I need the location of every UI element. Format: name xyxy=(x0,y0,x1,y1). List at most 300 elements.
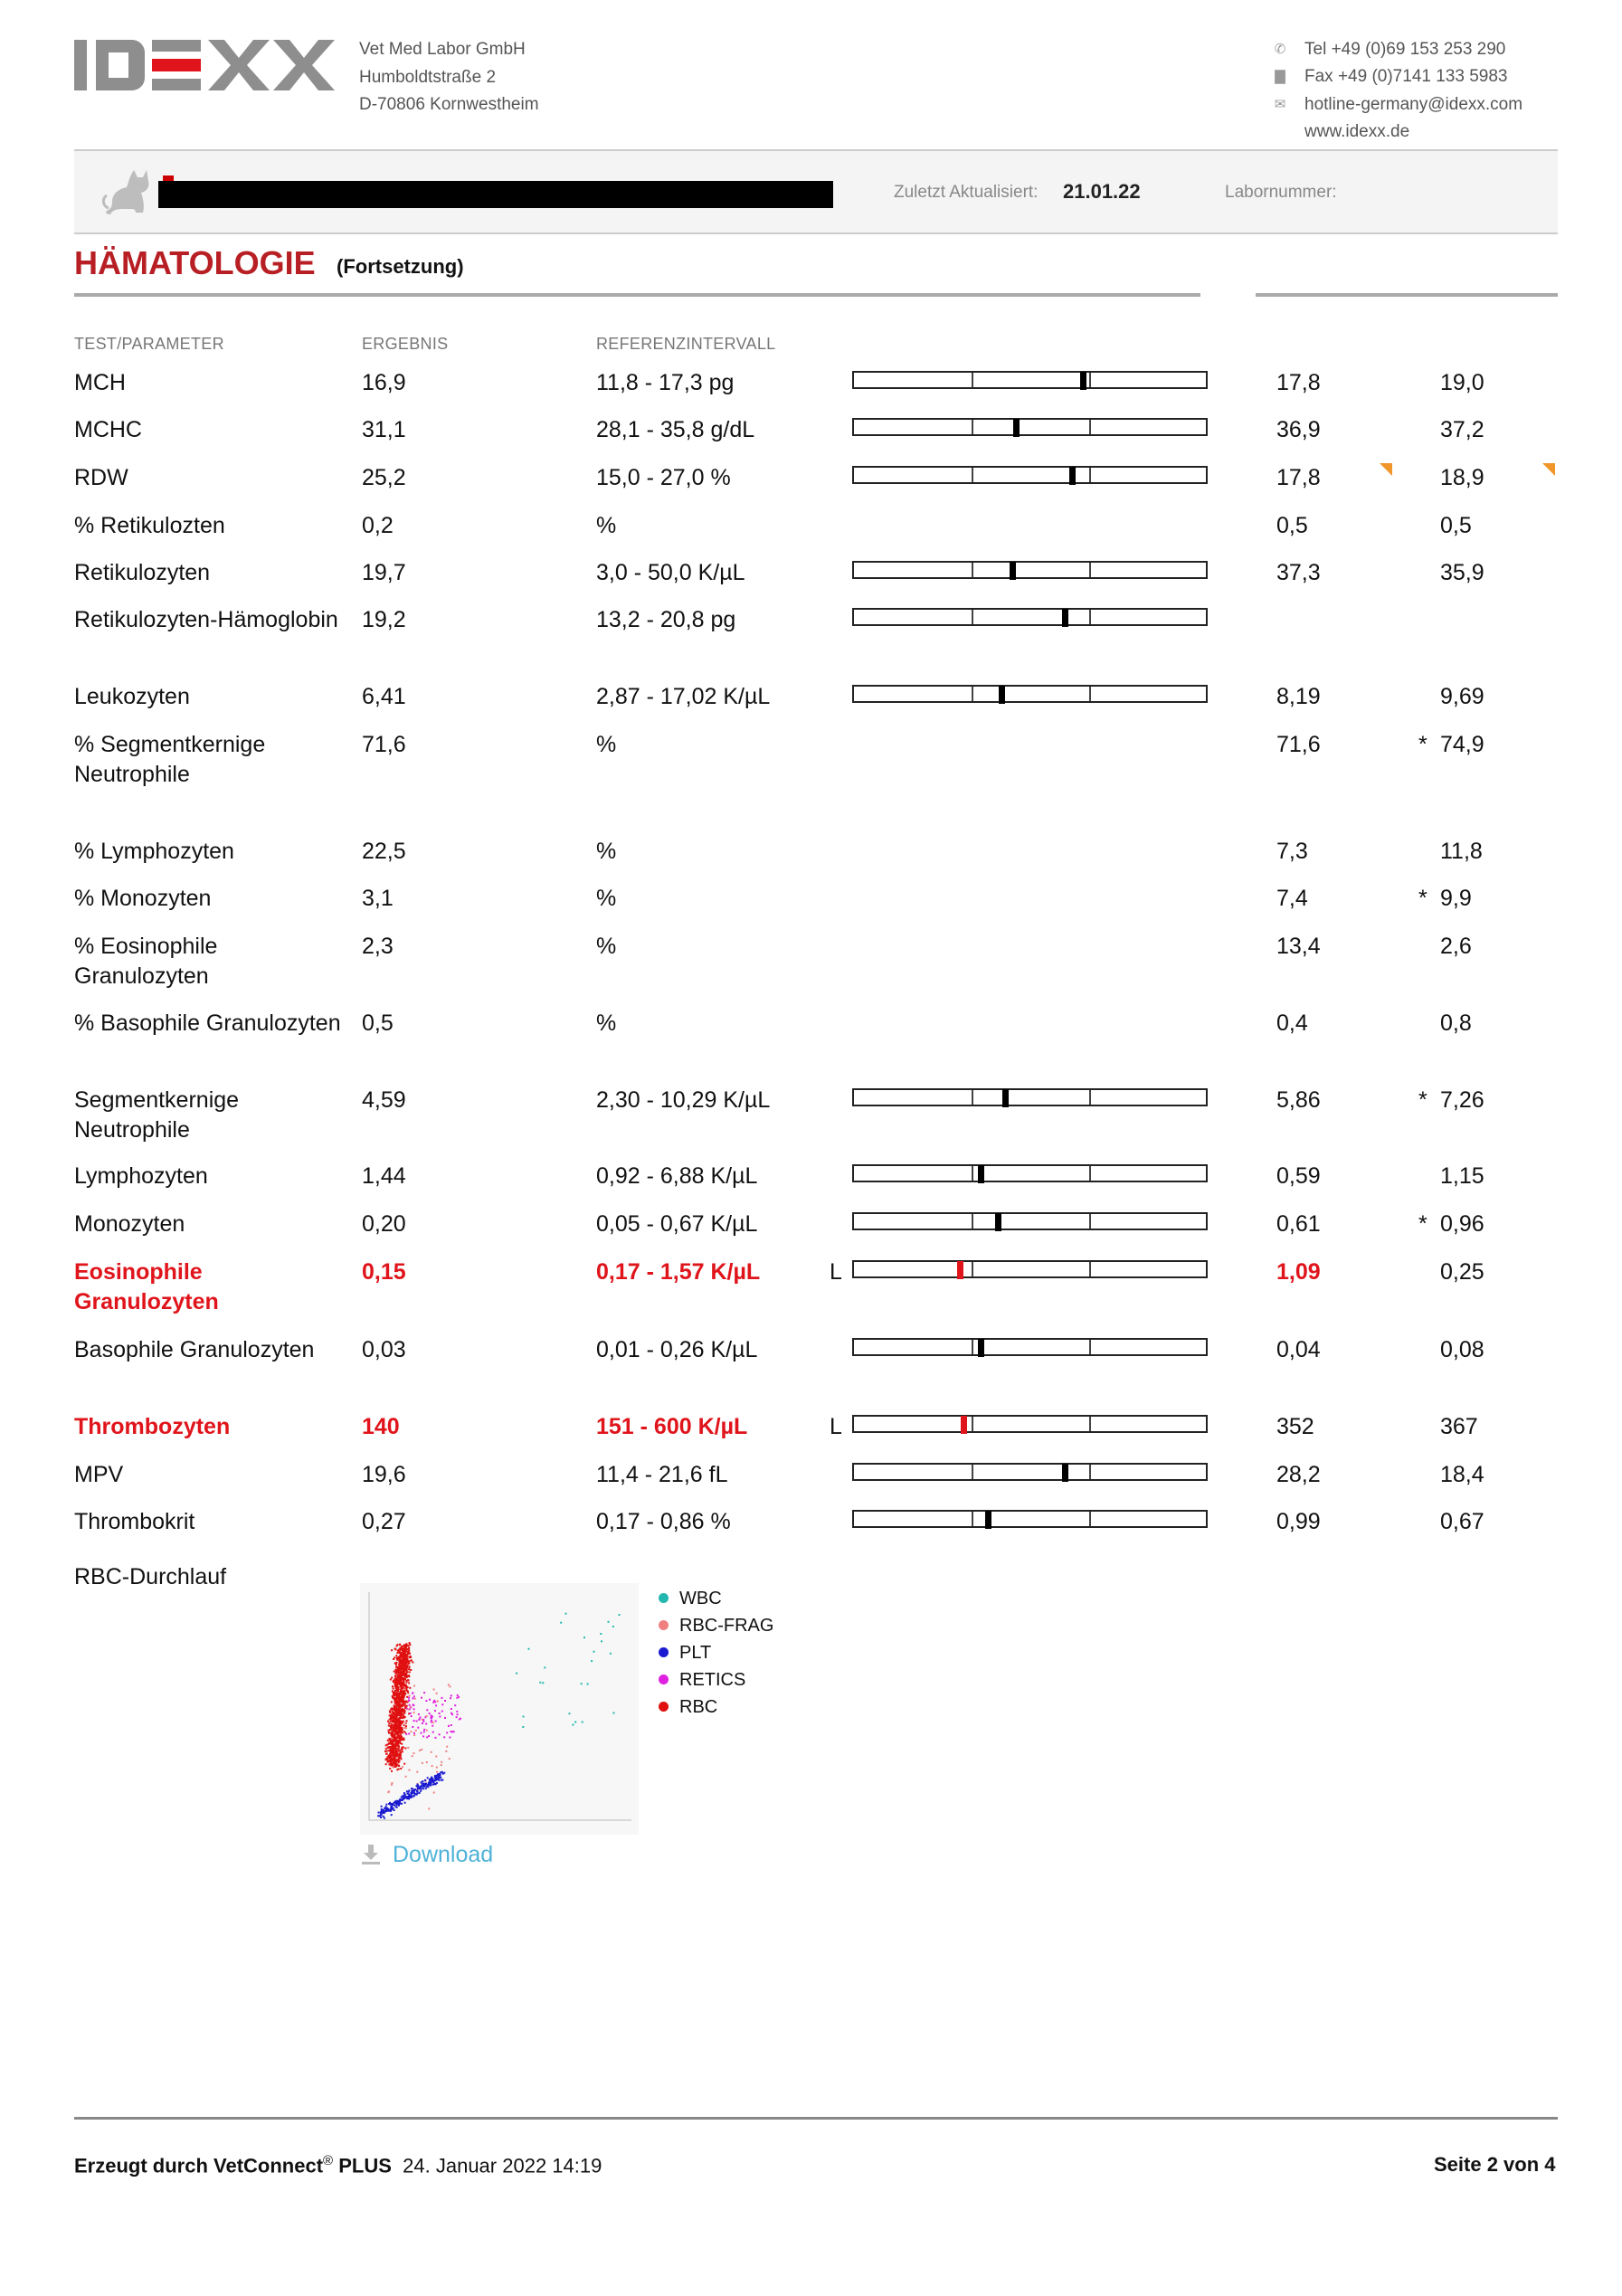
rbc-point xyxy=(394,1695,395,1697)
rbc-frag-point xyxy=(395,1735,397,1737)
plt-point xyxy=(405,1796,407,1798)
rbc-point xyxy=(401,1646,403,1647)
param-reference: % xyxy=(596,934,617,959)
plt-point xyxy=(435,1779,437,1780)
rbc-point xyxy=(401,1682,403,1684)
range-tick-high xyxy=(1089,1417,1091,1431)
result-marker xyxy=(978,1339,984,1357)
rbc-point xyxy=(396,1694,398,1696)
range-tick-high xyxy=(1089,468,1091,482)
section-rule-left xyxy=(74,293,1200,297)
rbc-frag-point xyxy=(413,1734,415,1736)
range-tick-high xyxy=(1089,1262,1091,1276)
retics-point xyxy=(451,1724,452,1726)
download-icon[interactable] xyxy=(360,1844,382,1865)
plt-point xyxy=(377,1815,379,1817)
plt-point xyxy=(434,1775,436,1777)
plt-point xyxy=(416,1792,418,1794)
rbc-frag-point xyxy=(409,1695,411,1697)
retics-point xyxy=(457,1713,459,1715)
rbc-frag-point xyxy=(405,1722,407,1723)
param-reference: 2,87 - 17,02 K/µL xyxy=(596,684,771,709)
legend-dot-icon xyxy=(659,1647,669,1657)
result-marker xyxy=(1013,419,1020,437)
retics-point xyxy=(417,1727,419,1729)
param-result: 19,7 xyxy=(362,560,406,585)
rbc-point xyxy=(391,1729,393,1731)
retics-point xyxy=(408,1733,410,1735)
plt-point xyxy=(414,1793,416,1795)
result-marker xyxy=(1062,609,1068,627)
rbc-point xyxy=(392,1711,394,1713)
retics-point xyxy=(422,1721,424,1722)
rbc-point xyxy=(401,1747,403,1749)
plt-point xyxy=(379,1816,381,1817)
rbc-point xyxy=(398,1672,400,1674)
rbc-point xyxy=(400,1691,402,1693)
param-result: 1,44 xyxy=(362,1163,406,1189)
rbc-point xyxy=(396,1713,398,1714)
result-marker xyxy=(1062,1464,1068,1482)
param-result: 19,2 xyxy=(362,607,406,632)
param-reference: 151 - 600 K/µL xyxy=(596,1414,748,1439)
wbc-point xyxy=(522,1726,524,1728)
rbc-point xyxy=(399,1718,401,1720)
rbc-point xyxy=(396,1731,398,1732)
param-reference: 28,1 - 35,8 g/dL xyxy=(596,417,755,442)
retics-point xyxy=(413,1720,415,1722)
range-tick-high xyxy=(1089,563,1091,577)
plt-point xyxy=(420,1790,422,1792)
retics-point xyxy=(409,1704,411,1706)
lab-number-label: Labornummer: xyxy=(1225,183,1337,202)
rbc-point xyxy=(396,1652,398,1654)
rbc-point xyxy=(394,1759,396,1760)
range-tick-low xyxy=(972,610,973,624)
param-reference: 11,8 - 17,3 pg xyxy=(596,370,735,395)
rbc-point xyxy=(403,1687,404,1689)
rbc-frag-point xyxy=(435,1756,437,1758)
plt-point xyxy=(399,1801,401,1803)
rbc-point xyxy=(390,1749,392,1750)
download-link[interactable]: Download xyxy=(393,1842,494,1867)
retics-point xyxy=(429,1699,431,1701)
plt-point xyxy=(422,1788,424,1789)
rbc-point xyxy=(394,1760,396,1762)
plt-point xyxy=(429,1781,431,1783)
rbc-point xyxy=(398,1725,400,1727)
retics-point xyxy=(425,1700,427,1702)
rbc-point xyxy=(405,1659,407,1661)
contact-block xyxy=(1270,36,1560,149)
rbc-point xyxy=(401,1736,403,1738)
param-name: Eosinophile Granulozyten xyxy=(74,1259,219,1314)
rbc-frag-point xyxy=(436,1693,438,1694)
retics-point xyxy=(423,1729,425,1731)
rbc-point xyxy=(393,1680,394,1682)
plt-point xyxy=(412,1792,413,1794)
rbc-frag-point xyxy=(441,1761,442,1763)
wbc-point xyxy=(560,1622,562,1624)
retics-point xyxy=(441,1697,443,1699)
rbc-scatter-plot[interactable] xyxy=(360,1583,639,1835)
retics-point xyxy=(426,1709,428,1711)
rbc-point xyxy=(398,1736,400,1738)
rbc-point xyxy=(386,1750,388,1752)
rbc-point xyxy=(402,1729,403,1731)
rbc-point xyxy=(396,1726,398,1728)
rbc-point xyxy=(412,1662,413,1664)
result-marker xyxy=(985,1511,991,1529)
section-title: HÄMATOLOGIE xyxy=(74,244,316,281)
param-reference: % xyxy=(596,1010,617,1036)
rbc-point xyxy=(396,1689,398,1691)
rbc-frag-point xyxy=(432,1765,433,1767)
plt-point xyxy=(378,1812,380,1814)
param-name: Segmentkernige Neutrophile xyxy=(74,1087,240,1143)
param-reference: % xyxy=(596,732,617,757)
patient-name-redacted xyxy=(158,181,833,208)
history-value-2: 0,08 xyxy=(1440,1337,1484,1362)
range-tick-high xyxy=(1089,1214,1091,1229)
rbc-point xyxy=(397,1759,399,1760)
range-tick-low xyxy=(972,373,973,387)
rbc-point xyxy=(399,1729,401,1731)
legend-item-wbc xyxy=(659,1585,773,1612)
rbc-point xyxy=(406,1696,408,1698)
param-name: Thrombokrit xyxy=(74,1509,195,1534)
plt-point xyxy=(406,1790,408,1792)
rbc-frag-point xyxy=(422,1762,423,1764)
plt-point xyxy=(402,1798,403,1800)
rbc-point xyxy=(396,1646,398,1647)
history-value-1: 71,6 xyxy=(1276,732,1321,757)
rbc-point xyxy=(407,1690,409,1692)
history-value-2: 18,9 xyxy=(1440,465,1484,490)
plt-point xyxy=(416,1785,418,1787)
result-marker xyxy=(1080,372,1086,390)
param-name: Lymphozyten xyxy=(74,1163,208,1189)
rbc-frag-point xyxy=(415,1730,417,1731)
rbc-point xyxy=(401,1727,403,1729)
rbc-point xyxy=(403,1724,405,1726)
wbc-point xyxy=(613,1713,615,1714)
rbc-point xyxy=(391,1765,393,1767)
retics-point xyxy=(443,1736,445,1738)
plt-point xyxy=(394,1809,395,1811)
rbc-frag-point xyxy=(448,1684,450,1685)
plt-point xyxy=(422,1780,423,1782)
rbc-point xyxy=(405,1665,407,1666)
rbc-point xyxy=(385,1744,387,1746)
rbc-frag-point xyxy=(388,1741,390,1742)
history-star: * xyxy=(1418,886,1428,911)
history-value-2: 19,0 xyxy=(1440,370,1484,395)
retics-point xyxy=(446,1731,448,1733)
legend-label: RETICS xyxy=(679,1670,746,1690)
retics-point xyxy=(408,1699,410,1701)
rbc-point xyxy=(395,1753,397,1755)
rbc-point xyxy=(398,1722,400,1723)
wbc-point xyxy=(569,1713,571,1714)
range-tick-low xyxy=(972,1465,973,1479)
param-result: 6,41 xyxy=(362,684,406,709)
retics-point xyxy=(421,1732,422,1734)
rbc-point xyxy=(408,1646,410,1648)
rbc-frag-point xyxy=(405,1776,407,1778)
cat-icon xyxy=(101,168,152,215)
range-tick-low xyxy=(972,420,973,434)
plt-point xyxy=(384,1807,386,1809)
footer-divider xyxy=(74,2117,1558,2120)
rbc-point xyxy=(398,1694,400,1696)
legend-label: PLT xyxy=(679,1643,712,1663)
plt-point xyxy=(433,1783,435,1785)
plt-point xyxy=(422,1786,423,1788)
retics-point xyxy=(435,1704,437,1706)
rbc-point xyxy=(390,1762,392,1764)
rbc-point xyxy=(409,1665,411,1667)
rbc-frag-point xyxy=(445,1750,447,1752)
rbc-point xyxy=(390,1721,392,1722)
plt-point xyxy=(393,1807,394,1809)
history-value-2: 0,5 xyxy=(1440,513,1472,538)
rbc-point xyxy=(385,1763,387,1765)
rbc-point xyxy=(387,1747,389,1749)
plt-point xyxy=(441,1772,442,1774)
wbc-point xyxy=(544,1666,545,1668)
rbc-frag-point xyxy=(388,1790,390,1792)
param-reference: 0,05 - 0,67 K/µL xyxy=(596,1211,758,1237)
rbc-point xyxy=(401,1679,403,1681)
retics-point xyxy=(439,1733,441,1735)
param-name: % Segmentkernige Neutrophile xyxy=(74,732,266,787)
plt-point xyxy=(381,1810,383,1812)
retics-point xyxy=(410,1713,412,1714)
history-value-1: 1,09 xyxy=(1276,1259,1321,1285)
rbc-frag-point xyxy=(446,1746,448,1748)
contact-email[interactable]: hotline-germany@idexx.com xyxy=(1304,95,1523,114)
range-tick-low xyxy=(972,563,973,577)
rbc-point xyxy=(400,1667,402,1669)
rbc-point xyxy=(389,1753,391,1755)
retics-point xyxy=(413,1708,415,1710)
wbc-point xyxy=(582,1722,583,1723)
rbc-point xyxy=(388,1730,390,1731)
rbc-point xyxy=(400,1685,402,1687)
param-result: 0,03 xyxy=(362,1337,406,1362)
rbc-frag-point xyxy=(450,1685,451,1687)
rbc-point xyxy=(401,1676,403,1678)
updated-date: 21.01.22 xyxy=(1063,180,1141,203)
rbc-frag-point xyxy=(412,1755,413,1757)
legend-label: RBC-FRAG xyxy=(679,1616,774,1636)
rbc-frag-point xyxy=(402,1766,403,1768)
plt-point xyxy=(403,1795,404,1797)
retics-point xyxy=(458,1696,460,1698)
footer-plus: PLUS xyxy=(338,2154,392,2177)
rbc-point xyxy=(390,1709,392,1711)
range-tick-low xyxy=(972,1417,973,1431)
rbc-frag-point xyxy=(419,1750,421,1751)
rbc-point xyxy=(403,1675,404,1676)
wbc-point xyxy=(610,1653,612,1655)
retics-point xyxy=(434,1710,436,1712)
plt-point xyxy=(429,1784,431,1786)
rbc-point xyxy=(402,1693,403,1694)
param-name: MPV xyxy=(74,1462,124,1487)
wbc-point xyxy=(612,1626,614,1627)
rbc-frag-point xyxy=(393,1766,394,1768)
rbc-frag-point xyxy=(413,1712,415,1713)
rbc-point xyxy=(393,1727,394,1729)
updated-label: Zuletzt Aktualisiert: xyxy=(894,183,1039,202)
history-value-1: 7,4 xyxy=(1276,886,1308,911)
rbc-point xyxy=(397,1711,399,1713)
rbc-point xyxy=(397,1687,399,1689)
retics-point xyxy=(421,1697,422,1699)
history-value-1: 0,04 xyxy=(1276,1337,1321,1362)
rbc-point xyxy=(408,1650,410,1652)
plt-point xyxy=(419,1787,421,1788)
param-flag: L xyxy=(830,1414,842,1439)
history-value-1: 17,8 xyxy=(1276,370,1321,395)
rbc-point xyxy=(406,1682,408,1684)
range-tick-high xyxy=(1089,373,1091,387)
param-result: 140 xyxy=(362,1414,400,1439)
rbc-point xyxy=(394,1675,396,1676)
param-reference: 13,2 - 20,8 pg xyxy=(596,607,736,632)
history-value-2: 0,8 xyxy=(1440,1010,1472,1036)
plt-point xyxy=(407,1793,409,1795)
history-value-1: 7,3 xyxy=(1276,839,1308,864)
rbc-point xyxy=(390,1679,392,1681)
lab-street: Humboldtstraße 2 xyxy=(359,67,497,87)
plt-point xyxy=(427,1777,429,1779)
rbc-point xyxy=(395,1655,397,1656)
range-tick-low xyxy=(972,687,973,701)
history-star: * xyxy=(1418,732,1428,757)
plt-point xyxy=(419,1792,421,1794)
plt-point xyxy=(408,1798,410,1799)
rbc-point xyxy=(402,1649,403,1651)
param-reference: 11,4 - 21,6 fL xyxy=(596,1462,728,1487)
history-value-2: 9,69 xyxy=(1440,684,1484,709)
rbc-point xyxy=(391,1677,393,1679)
rbc-frag-point xyxy=(398,1751,400,1753)
rbc-point xyxy=(407,1702,409,1703)
rbc-point xyxy=(392,1733,394,1735)
rbc-frag-point xyxy=(407,1709,409,1711)
rbc-frag-point xyxy=(410,1706,412,1708)
rbc-point xyxy=(402,1699,403,1701)
history-note-corner-icon[interactable] xyxy=(1542,463,1555,476)
contact-phone: Tel +49 (0)69 153 253 290 xyxy=(1304,40,1506,59)
lab-address xyxy=(359,36,539,119)
plt-point xyxy=(404,1802,406,1804)
rbc-frag-point xyxy=(416,1771,418,1773)
col-header-test: TEST/PARAMETER xyxy=(74,335,224,353)
rbc-point xyxy=(389,1768,391,1769)
plt-point xyxy=(411,1788,413,1789)
rbc-point xyxy=(395,1666,397,1668)
rbc-point xyxy=(395,1740,397,1741)
param-result: 0,2 xyxy=(362,513,394,538)
rbc-point xyxy=(393,1754,394,1756)
range-tick-high xyxy=(1089,1512,1091,1526)
plt-point xyxy=(392,1803,394,1805)
rbc-point xyxy=(401,1722,403,1724)
param-result: 25,2 xyxy=(362,465,406,490)
param-result: 71,6 xyxy=(362,732,406,757)
range-tick-low xyxy=(972,1214,973,1229)
rbc-point xyxy=(403,1704,404,1706)
rbc-point xyxy=(404,1748,406,1750)
rbc-frag-point xyxy=(405,1727,407,1729)
rbc-point xyxy=(406,1686,408,1688)
result-marker xyxy=(1069,467,1076,485)
rbc-point xyxy=(390,1725,392,1727)
retics-point xyxy=(441,1711,443,1713)
rbc-frag-point xyxy=(433,1689,435,1691)
param-name: Thrombozyten xyxy=(74,1414,231,1439)
rbc-point xyxy=(401,1717,403,1719)
retics-point xyxy=(428,1735,430,1737)
param-reference: 15,0 - 27,0 % xyxy=(596,465,731,490)
plt-point xyxy=(440,1774,441,1776)
rbc-point xyxy=(395,1679,397,1681)
rbc-point xyxy=(394,1648,396,1650)
history-note-corner-icon[interactable] xyxy=(1380,463,1392,476)
param-result: 31,1 xyxy=(362,417,406,442)
rbc-point xyxy=(406,1645,408,1646)
fax-icon: ▇ xyxy=(1275,69,1285,84)
param-reference: % xyxy=(596,839,617,864)
lab-city: D-70806 Kornwestheim xyxy=(359,95,539,114)
rbc-point xyxy=(398,1713,400,1714)
param-name: % Eosinophile Granulozyten xyxy=(74,934,218,989)
rbc-point xyxy=(399,1697,401,1699)
rbc-point xyxy=(396,1715,398,1717)
history-value-1: 0,5 xyxy=(1276,513,1308,538)
rbc-point xyxy=(407,1661,409,1663)
rbc-point xyxy=(392,1690,394,1692)
param-reference: 2,30 - 10,29 K/µL xyxy=(596,1087,771,1113)
rbc-point xyxy=(392,1685,394,1687)
history-value-1: 352 xyxy=(1276,1414,1314,1439)
rbc-point xyxy=(391,1701,393,1703)
rbc-point xyxy=(409,1671,411,1673)
rbc-point xyxy=(403,1654,404,1656)
rbc-point xyxy=(400,1768,402,1769)
footer-generated xyxy=(74,2153,602,2177)
reference-range-bar xyxy=(852,1260,1208,1278)
plt-point xyxy=(425,1788,427,1789)
legend-dot-icon xyxy=(659,1702,669,1712)
rbc-point xyxy=(385,1753,387,1755)
param-result: 2,3 xyxy=(362,934,394,959)
retics-point xyxy=(451,1708,452,1710)
contact-web[interactable]: www.idexx.de xyxy=(1304,122,1410,141)
rbc-point xyxy=(392,1716,394,1718)
retics-point xyxy=(412,1697,413,1699)
param-result: 0,20 xyxy=(362,1211,406,1237)
rbc-point xyxy=(408,1682,410,1684)
plt-point xyxy=(424,1784,426,1786)
wbc-point xyxy=(542,1682,544,1684)
rbc-point xyxy=(395,1750,397,1751)
rbc-point xyxy=(394,1656,395,1658)
